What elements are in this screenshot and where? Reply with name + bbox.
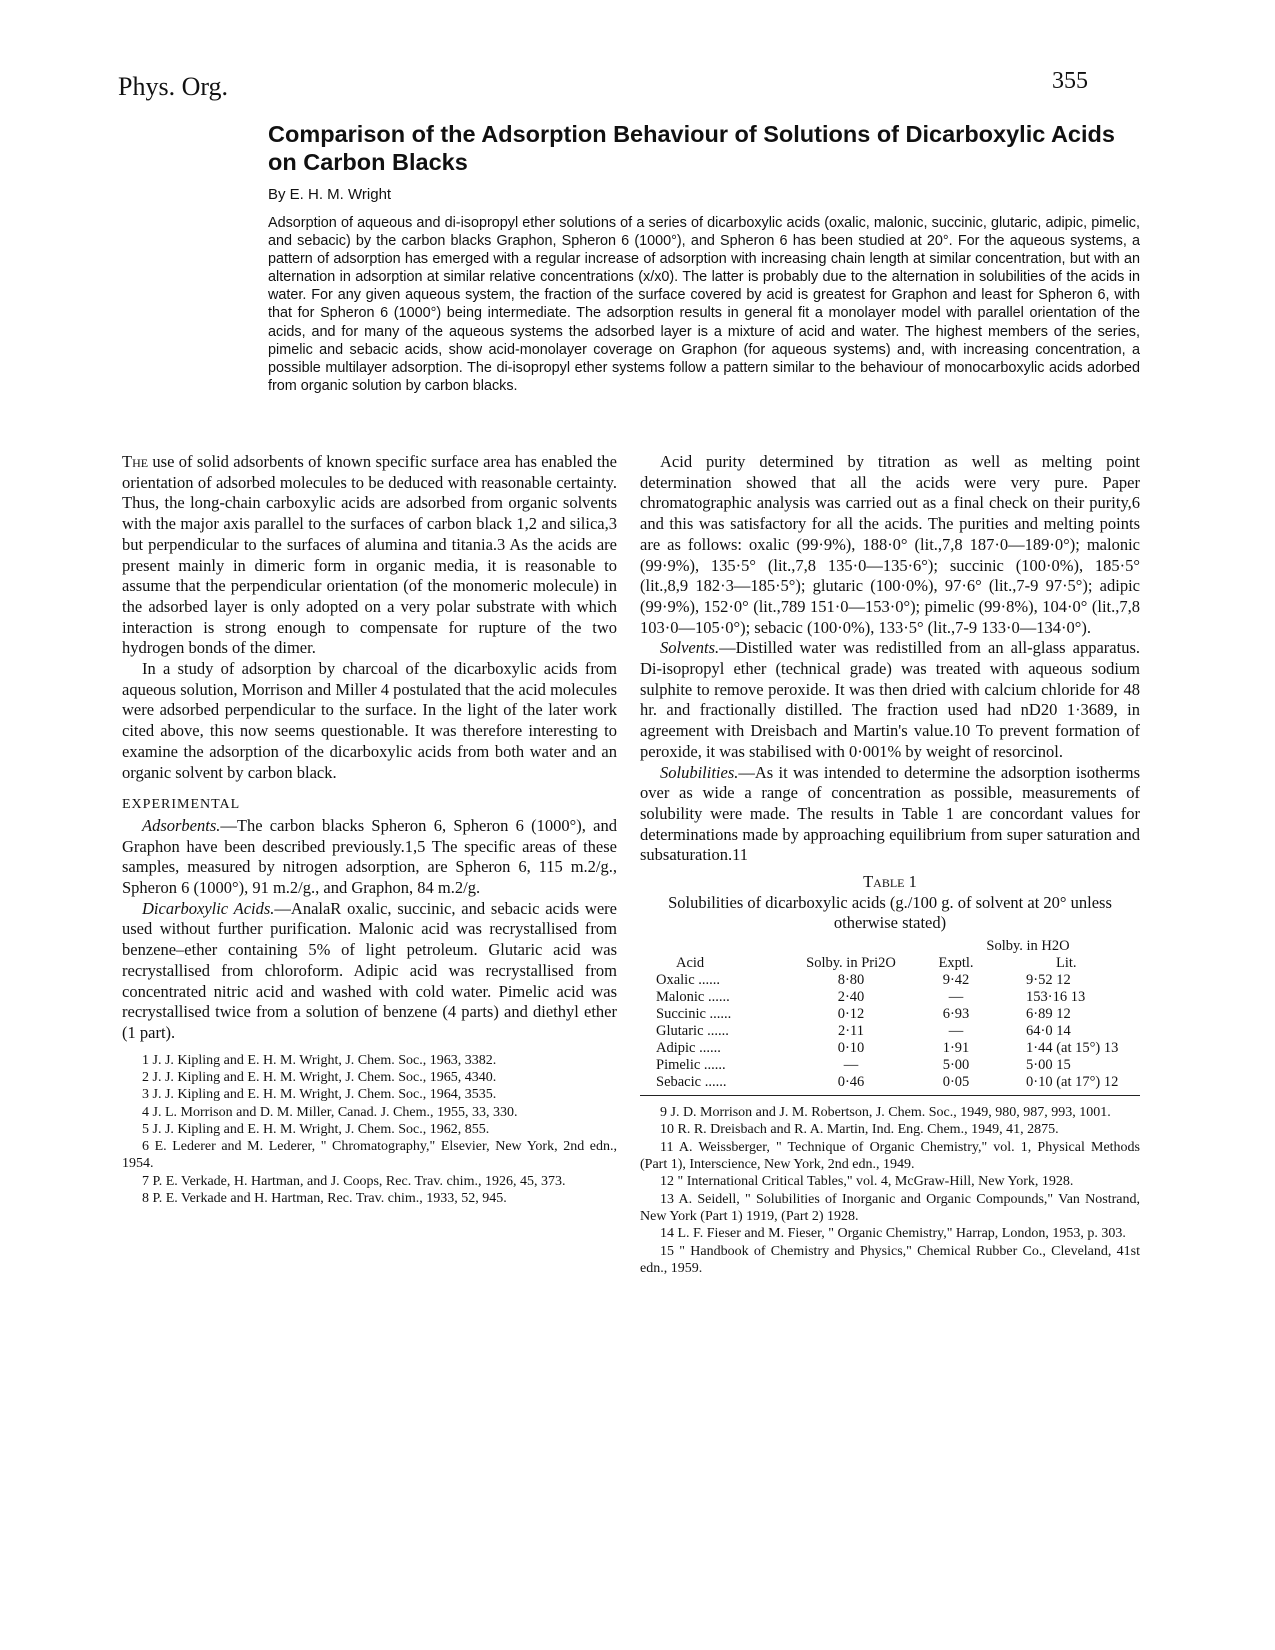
footnote: 11 A. Weissberger, " Technique of Organic Chemistry," vol. 1, Physical Methods (Part 1), Interscience, New York, 2nd edn., 1949. — [640, 1139, 1140, 1173]
table-header-row — [640, 955, 1140, 972]
acids-paragraph — [122, 899, 617, 1044]
footnote: 6 E. Lederer and M. Lederer, " Chromatography," Elsevier, New York, 2nd edn., 1954. — [122, 1139, 617, 1172]
acids-heading: Dicarboxylic Acids. — [142, 898, 275, 918]
cell-lit: 9·52 12 — [1026, 972, 1071, 989]
cell-exptl: — — [948, 989, 964, 1006]
cell-exptl: 9·42 — [942, 972, 970, 989]
cell-lit: 5·00 15 — [1026, 1057, 1071, 1074]
cell-lit: 64·0 14 — [1026, 1023, 1071, 1040]
cell-exptl: 6·93 — [942, 1006, 970, 1023]
running-head: Phys. Org. — [118, 72, 229, 101]
adsorbents-paragraph — [122, 816, 617, 899]
table-row — [640, 1057, 1140, 1074]
header-exptl: Exptl. — [938, 955, 974, 972]
solubilities-paragraph — [640, 763, 1140, 867]
table-row — [640, 1023, 1140, 1040]
cell-exptl: 5·00 — [942, 1057, 970, 1074]
cell-solby-ether: 0·12 — [837, 1006, 865, 1023]
cell-solby-ether: 2·40 — [837, 989, 865, 1006]
footnote: 4 J. L. Morrison and D. M. Miller, Canad. J. Chem., 1955, 33, 330. — [142, 1104, 518, 1120]
cell-acid: Pimelic ...... — [656, 1057, 726, 1074]
cell-acid: Sebacic ...... — [656, 1074, 727, 1091]
footnote: 5 J. J. Kipling and E. H. M. Wright, J. Chem. Soc., 1962, 855. — [142, 1121, 490, 1137]
cell-lit: 1·44 (at 15°) 13 — [1026, 1040, 1119, 1057]
table-row — [640, 972, 1140, 989]
table-row — [640, 989, 1140, 1006]
page-number: 355 — [1052, 68, 1088, 94]
table-row — [640, 1006, 1140, 1023]
left-column — [122, 452, 617, 1207]
intro-paragraph-1 — [122, 452, 617, 659]
cell-acid: Oxalic ...... — [656, 972, 721, 989]
footnote: 9 J. D. Morrison and J. M. Robertson, J. Chem. Soc., 1949, 980, 987, 993, 1001. — [660, 1105, 1111, 1121]
solubilities-heading: Solubilities. — [660, 762, 739, 782]
cell-acid: Malonic ...... — [656, 989, 730, 1006]
cell-solby-ether: 8·80 — [837, 972, 865, 989]
table-label: Table 1 — [863, 872, 917, 892]
intro-paragraph-2: In a study of adsorption by charcoal of the dicarboxylic acids from aqueous solution, Morrison and Miller 4 postulated that the acid molecules were adsorbed perpendicular to the surface. In the light of the later work cited above, this now seems questionable. It was therefore interesting to examine the adsorption of the dicarboxylic acids from both water and an organic solvent by carbon black. — [122, 659, 617, 782]
cell-acid: Succinic ...... — [656, 1006, 732, 1023]
group-header-solby-water: Solby. in H2O — [986, 938, 1070, 955]
footnote: 12 " International Critical Tables," vol. 4, McGraw-Hill, New York, 1928. — [660, 1174, 1074, 1190]
cell-lit: 6·89 12 — [1026, 1006, 1071, 1023]
footnote: 10 R. R. Dreisbach and R. A. Martin, Ind. Eng. Chem., 1949, 41, 2875. — [660, 1122, 1059, 1138]
cell-solby-ether: — — [843, 1057, 859, 1074]
cell-exptl: 1·91 — [942, 1040, 970, 1057]
article-title: Comparison of the Adsorption Behaviour of Solutions of Dicarboxylic Acids on Carbon Blacks — [268, 121, 1115, 175]
section-heading-experimental: EXPERIMENTAL — [122, 797, 241, 813]
cell-exptl: — — [948, 1023, 964, 1040]
table-caption: Solubilities of dicarboxylic acids (g./100 g. of solvent at 20° unless otherwise stated) — [668, 892, 1112, 933]
purity-paragraph: Acid purity determined by titration as well as melting point determination showed that all the acids were very pure. Paper chromatographic analysis was carried out as a final check on their purity,6 and this was satisfactory for all the acids. The purities and melting points are as follows: oxalic (99·9%), 188·0° (lit.,7,8 187·0—189·0°); malonic (99·9%), 135·5° (lit.,7,8 135·0—135·6°); succinic (100·0%), 185·5° (lit.,8,9 182·3—185·5°); glutaric (100·0%), 97·6° (lit.,7-9 97·5°); adipic (99·9%), 152·0° (lit.,789 151·0—153·0°); pimelic (99·8%), 104·0° (lit.,7,8 103·0—105·0°); sebacic (100·0%), 133·5° (lit.,7-9 133·0—134·0°). — [640, 452, 1140, 637]
cell-solby-ether: 0·10 — [837, 1040, 865, 1057]
table-row — [640, 1074, 1140, 1096]
solvents-heading: Solvents. — [660, 638, 720, 658]
header-acid: Acid — [676, 955, 705, 972]
footnote: 2 J. J. Kipling and E. H. M. Wright, J. Chem. Soc., 1965, 4340. — [142, 1069, 497, 1085]
acids-text: —AnalaR oxalic, succinic, and sebacic acids were used without further purification. Malonic acid was recrystallised from benzene–ether containing 5% of light petroleum. Glutaric acid was recrystallised from chloroform. Adipic acid was recrystallised from concentrated nitric acid and washed with cold water. Pimelic acid was recrystallised twice from a solution of benzene (4 parts) and diethyl ether (1 part). — [122, 898, 617, 1042]
header-solby-ether: Solby. in Pri2O — [806, 955, 896, 972]
footnote: 15 " Handbook of Chemistry and Physics," Chemical Rubber Co., Cleveland, 41st edn., 1959. — [640, 1243, 1140, 1276]
table-row — [640, 1040, 1140, 1057]
footnote: 7 P. E. Verkade, H. Hartman, and J. Coops, Rec. Trav. chim., 1926, 45, 373. — [142, 1173, 566, 1189]
cell-lit: 0·10 (at 17°) 12 — [1026, 1074, 1119, 1091]
table-group-header-row — [640, 938, 1140, 955]
footnote: 13 A. Seidell, " Solubilities of Inorganic and Organic Compounds," Van Nostrand, New York (Part 1) 1919, (Part 2) 1928. — [640, 1191, 1140, 1224]
footnote: 3 J. J. Kipling and E. H. M. Wright, J. Chem. Soc., 1964, 3535. — [142, 1087, 497, 1103]
intro-paragraph-1-text: use of solid adsorbents of known specific surface area has enabled the orientation of adsorbed molecules to be deduced with reasonable certainty. Thus, the long-chain carboxylic acids are adsorbed from organic solvents with the major axis parallel to the surfaces of carbon black 1,2 and silica,3 but perpendicular to the surfaces of alumina and titania.3 As the acids are present mainly in dimeric form in organic media, it is reasonable to assume that the perpendicular orientation (of the monomeric molecule) in the adsorbed layer is only adopted on a very polar substrate with which interaction is strong enough to compensate for rupture of the two hydrogen bonds of the dimer. — [122, 452, 617, 658]
footnote: 1 J. J. Kipling and E. H. M. Wright, J. Chem. Soc., 1963, 3382. — [142, 1052, 497, 1068]
footnote: 8 P. E. Verkade and H. Hartman, Rec. Trav. chim., 1933, 52, 945. — [142, 1191, 507, 1207]
solubility-table — [640, 938, 1140, 1096]
solvents-paragraph — [640, 638, 1140, 762]
left-footnotes — [122, 1052, 617, 1208]
solubilities-text: —As it was intended to determine the adsorption isotherms over as wide a range of concentration as possible, measurements of solubility were made. The results in Table 1 are concordant values for determinations made by approaching equilibrium from super saturation and subsaturation.11 — [640, 762, 1140, 865]
adsorbents-heading: Adsorbents. — [142, 815, 221, 835]
cell-solby-ether: 0·46 — [837, 1074, 865, 1091]
cell-exptl: 0·05 — [942, 1074, 970, 1091]
header-lit: Lit. — [1056, 955, 1077, 972]
lead-word: The — [122, 452, 149, 471]
solvents-text: —Distilled water was redistilled from an all-glass apparatus. Di-isopropyl ether (technical grade) was treated with aqueous sodium sulphite to remove peroxide. It was then dried with calcium chloride for 48 hr. and fractionally distilled. The fraction used had nD20 1·3689, in agreement with Dreisbach and Martin's value.10 To prevent formation of peroxide, it was stabilised with 0·001% by weight of resorcinol. — [640, 638, 1140, 761]
right-footnotes — [640, 1104, 1140, 1277]
cell-acid: Adipic ...... — [656, 1040, 721, 1057]
adsorbents-text: —The carbon blacks Spheron 6, Spheron 6 (1000°), and Graphon have been described previously.1,5 The specific areas of these samples, measured by nitrogen adsorption, are Spheron 6, 115 m.2/g., Spheron 6 (1000°), 91 m.2/g., and Graphon, 84 m.2/g. — [122, 815, 617, 898]
cell-lit: 153·16 13 — [1026, 989, 1086, 1006]
cell-acid: Glutaric ...... — [656, 1023, 729, 1040]
cell-solby-ether: 2·11 — [837, 1023, 865, 1040]
footnote: 14 L. F. Fieser and M. Fieser, " Organic Chemistry," Harrap, London, 1953, p. 303. — [660, 1226, 1126, 1242]
byline: By E. H. M. Wright — [268, 186, 392, 203]
right-column — [640, 452, 1140, 1277]
abstract: Adsorption of aqueous and di-isopropyl ether solutions of a series of dicarboxylic acids (oxalic, malonic, succinic, glutaric, adipic, pimelic, and sebacic) by the carbon blacks Graphon, Spheron 6 (1000°), and Spheron 6 has been studied at 20°. For the aqueous systems, a pattern of adsorption has emerged with a regular increase of adsorption with increasing chain length at similar concentration, but with an alternation in adsorption at similar relative concentrations (x/x0). The latter is probably due to the alternation in solubilities of the acids in water. For any given aqueous system, the fraction of the surface covered by acid is greatest for Graphon and least for Spheron 6, with that for Spheron 6 (1000°) being intermediate. The adsorption results in general fit a monolayer model with parallel orientation of the acids, and for many of the aqueous systems the adsorbed layer is a mixture of acid and water. The highest members of the series, pimelic and sebacic acids, show acid-monolayer coverage on Graphon (for aqueous systems) and, with increasing concentration, a possible multilayer adsorption. The di-isopropyl ether systems follow a pattern similar to the behaviour of monocarboxylic acids adorbed from organic solution by carbon blacks. — [268, 215, 1140, 394]
